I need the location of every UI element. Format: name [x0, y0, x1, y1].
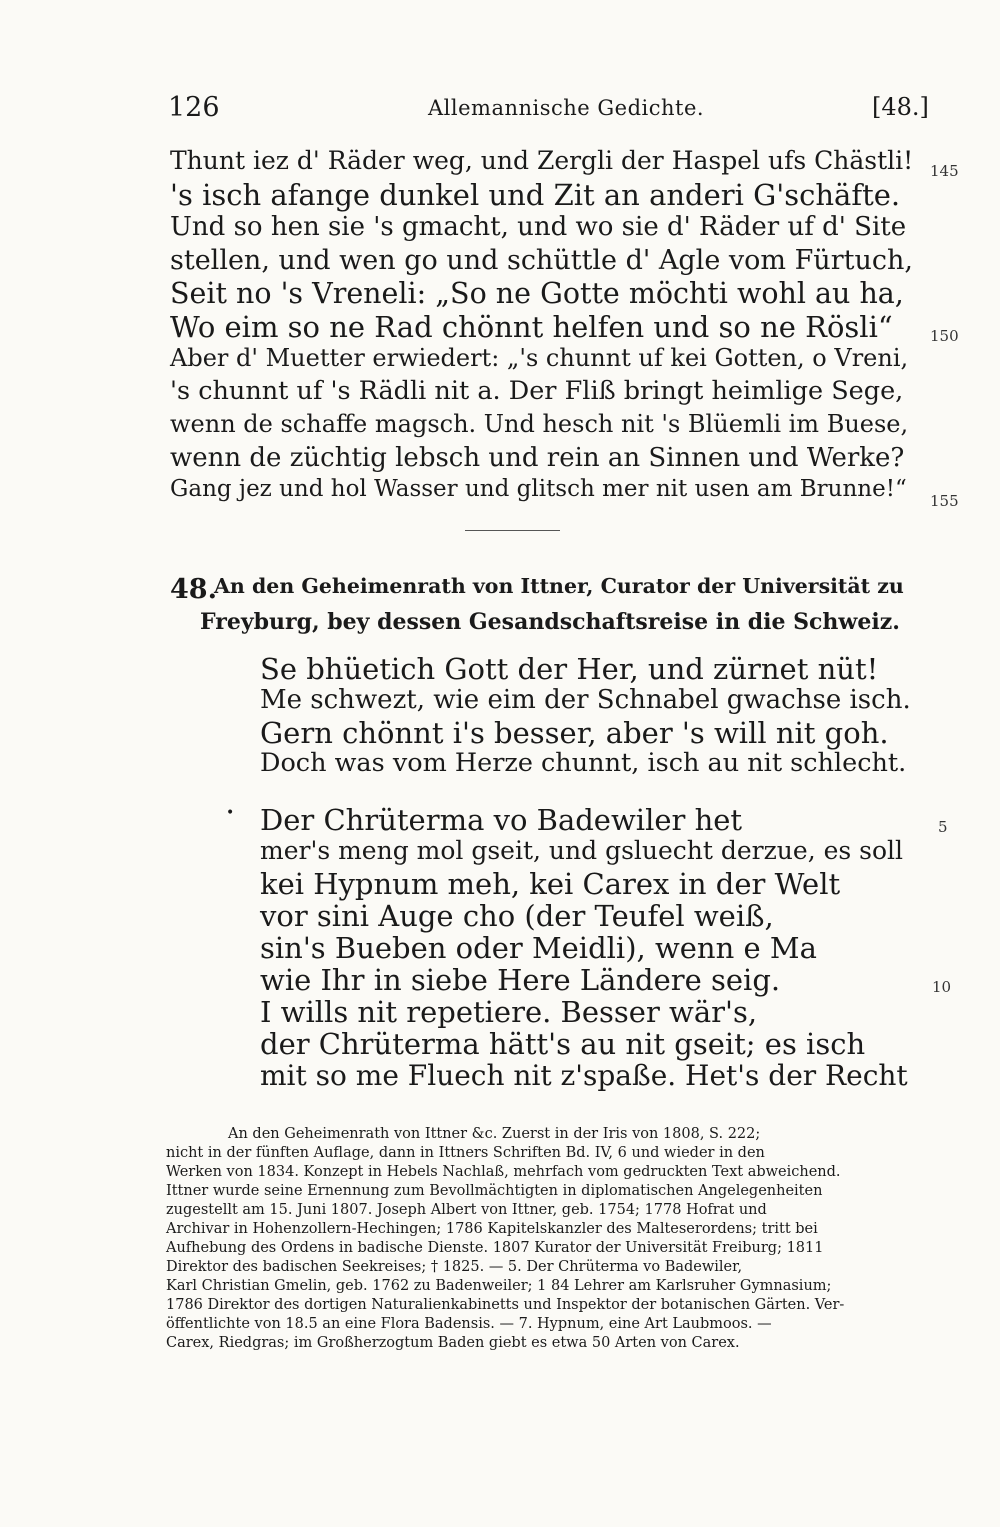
footnote-line: Direktor des badischen Seekreises; † 1825. — 5. Der Chrüterma vo Badewiler, — [166, 1259, 743, 1275]
poem-number: 48. — [170, 574, 217, 605]
footnote-line: An den Geheimenrath von Ittner &c. Zuerst in der Iris von 1808, S. 222; — [228, 1126, 761, 1142]
poem-line: der Chrüterma hätt's au nit gseit; es isch — [260, 1027, 866, 1061]
poem-line: mer's meng mol gseit, und gsluecht derzue, es soll — [260, 836, 904, 865]
poem-line: Gern chönnt i's besser, aber 's will nit goh. — [260, 716, 889, 750]
poem-line: Me schwezt, wie eim der Schnabel gwachse isch. — [260, 685, 911, 715]
footnote-line: nicht in der fünften Auflage, dann in Ittners Schriften Bd. IV, 6 und wieder in den — [166, 1145, 765, 1161]
footnote-line: Archivar in Hohenzollern-Hechingen; 1786 Kapitelskanzler des Malteserordens; tritt bei — [166, 1221, 818, 1237]
poem-line: wenn de schaffe magsch. Und hesch nit 's Blüemli im Buese, — [170, 410, 909, 438]
poem-line: Gang jez und hol Wasser und glitsch mer nit usen am Brunne!“ — [170, 476, 907, 502]
line-number: 145 — [930, 162, 959, 180]
footnote-line: Werken von 1834. Konzept in Hebels Nachlaß, mehrfach vom gedruckten Text abweichend. — [166, 1164, 841, 1180]
line-number: 150 — [930, 327, 959, 345]
poem-line: vor sini Auge cho (der Teufel weiß, — [260, 899, 774, 933]
poem-line: Doch was vom Herze chunnt, isch au nit schlecht. — [260, 748, 907, 778]
poem-line: Seit no 's Vreneli: „So ne Gotte möchti wohl au ha, — [170, 277, 904, 310]
section-reference: [48.] — [872, 93, 929, 121]
poem-line: wenn de züchtig lebsch und rein an Sinnen und Werke? — [170, 443, 905, 473]
footnote-line: öffentlichte von 18.5 an eine Flora Badensis. — 7. Hypnum, eine Art Laubmoos. — — [166, 1316, 772, 1332]
poem-line: Thunt iez d' Räder weg, und Zergli der Haspel ufs Chästli! — [170, 146, 914, 175]
line-number: 155 — [930, 492, 959, 510]
poem-line: 's chunnt uf 's Rädli nit a. Der Fliß bringt heimlige Sege, — [170, 376, 904, 406]
poem-line: wie Ihr in siebe Here Ländere seig. — [260, 963, 781, 997]
poem-line: mit so me Fluech nit z'spaße. Het's der Recht — [260, 1059, 908, 1092]
line-number: 10 — [932, 978, 952, 996]
running-title: Allemannische Gedichte. — [428, 96, 705, 120]
poem-line: sin's Bueben oder Meidli), wenn e Ma — [260, 931, 817, 965]
poem-line: Wo eim so ne Rad chönnt helfen und so ne Rösli“ — [170, 310, 893, 344]
footnote-line: zugestellt am 15. Juni 1807. Joseph Albert von Ittner, geb. 1754; 1778 Hofrat und — [166, 1202, 767, 1218]
poem-line: stellen, und wen go und schüttle d' Agle vom Fürtuch, — [170, 245, 913, 276]
footnote-line: Karl Christian Gmelin, geb. 1762 zu Badenweiler; 1 84 Lehrer am Karlsruher Gymnasium; — [166, 1278, 832, 1294]
footnote-line: Aufhebung des Ordens in badische Dienste. 1807 Kurator der Universität Freiburg; 1811 — [166, 1240, 824, 1256]
page-number: 126 — [168, 92, 220, 123]
poem-line: 's isch afange dunkel und Zit an anderi G'schäfte. — [170, 178, 901, 212]
footnote-line: Ittner wurde seine Ernennung zum Bevollmächtigten in diplomatischen Angelegenheiten — [166, 1183, 823, 1199]
poem-line: Se bhüetich Gott der Her, und zürnet nüt! — [260, 652, 879, 686]
footnote-line: 1786 Direktor des dortigen Naturalienkabinetts und Inspektor der botanischen Gärten. Ver- — [166, 1297, 845, 1313]
section-divider — [465, 530, 560, 531]
poem-heading-line: Freyburg, bey dessen Gesandschaftsreise in die Schweiz. — [200, 609, 900, 635]
poem-line: I wills nit repetiere. Besser wär's, — [260, 995, 758, 1029]
footnote-line: Carex, Riedgras; im Großherzogtum Baden giebt es etwa 50 Arten von Carex. — [166, 1335, 740, 1351]
poem-line: Und so hen sie 's gmacht, und wo sie d' Räder uf d' Site — [170, 212, 907, 242]
poem-line: Der Chrüterma vo Badewiler het — [260, 803, 743, 837]
line-number: 5 — [938, 818, 948, 836]
poem-line: kei Hypnum meh, kei Carex in der Welt — [260, 867, 841, 901]
poem-line: Aber d' Muetter erwiedert: „'s chunnt uf kei Gotten, o Vreni, — [170, 344, 909, 372]
margin-mark: • — [226, 805, 235, 821]
poem-heading-line: An den Geheimenrath von Ittner, Curator der Universität zu — [214, 574, 904, 598]
